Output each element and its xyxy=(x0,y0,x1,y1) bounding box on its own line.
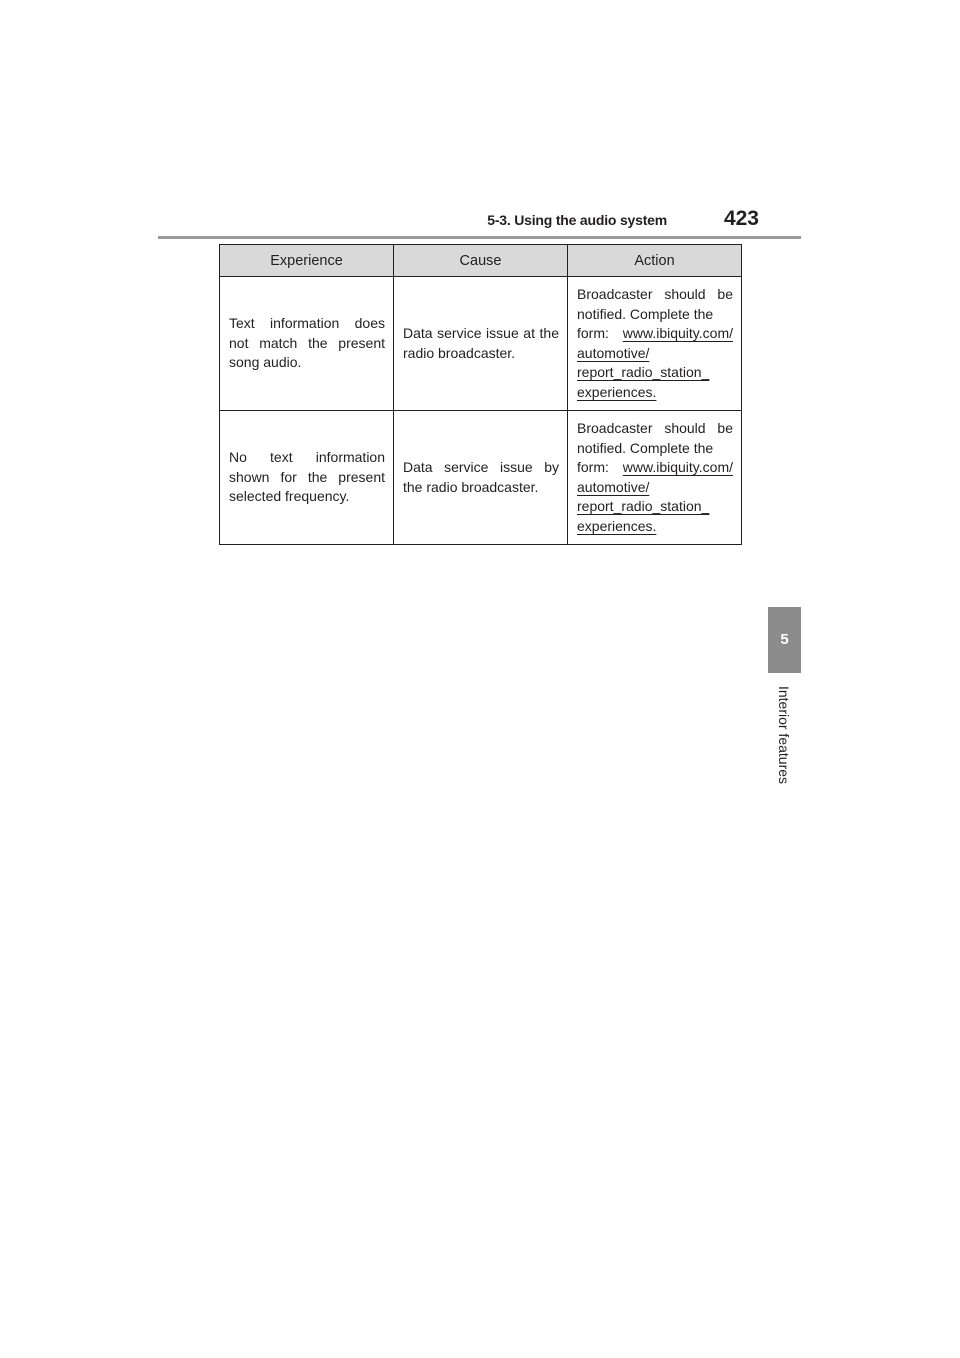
table-row xyxy=(220,411,742,545)
form-line xyxy=(577,458,733,478)
url-link-part-1[interactable]: www.ibiquity.com/ xyxy=(622,459,733,475)
experience-cell: No text information shown for the present selected frequency. xyxy=(220,411,394,545)
header-cause: Cause xyxy=(394,245,568,277)
experience-cell: Text information does not match the present song audio. xyxy=(220,277,394,411)
page-number: 423 xyxy=(723,207,759,230)
url-link-part-4[interactable]: experiences. xyxy=(577,383,657,400)
section-title: 5-3. Using the audio system xyxy=(487,212,667,228)
form-label: form: xyxy=(577,459,609,475)
chapter-title: Interior features xyxy=(776,685,792,785)
form-line xyxy=(577,324,733,344)
url-link-part-1[interactable]: www.ibiquity.com/ xyxy=(622,325,733,341)
action-cell xyxy=(568,277,742,411)
url-link-part-3[interactable]: report_radio_station_ xyxy=(577,498,710,514)
url-link-part-2[interactable]: automotive/ xyxy=(577,478,650,495)
chapter-tab xyxy=(768,607,801,673)
chapter-number: 5 xyxy=(780,631,789,648)
action-cell xyxy=(568,411,742,545)
table-row xyxy=(220,277,742,411)
troubleshooting-table xyxy=(219,244,742,545)
action-text: Broadcaster should be notified. Complete the xyxy=(577,286,733,322)
action-text: Broadcaster should be notified. Complete the xyxy=(577,420,733,456)
header-experience: Experience xyxy=(220,245,394,277)
url-link-part-4[interactable]: experiences. xyxy=(577,517,657,534)
cause-cell: Data service issue by the radio broadcaster. xyxy=(394,411,568,545)
form-label: form: xyxy=(577,325,609,341)
header-action: Action xyxy=(568,245,742,277)
cause-cell: Data service issue at the radio broadcaster. xyxy=(394,277,568,411)
table-header-row xyxy=(220,245,742,277)
url-link-part-2[interactable]: automotive/ xyxy=(577,344,650,361)
url-link-part-3[interactable]: report_radio_station_ xyxy=(577,364,710,380)
page-header xyxy=(158,200,801,239)
